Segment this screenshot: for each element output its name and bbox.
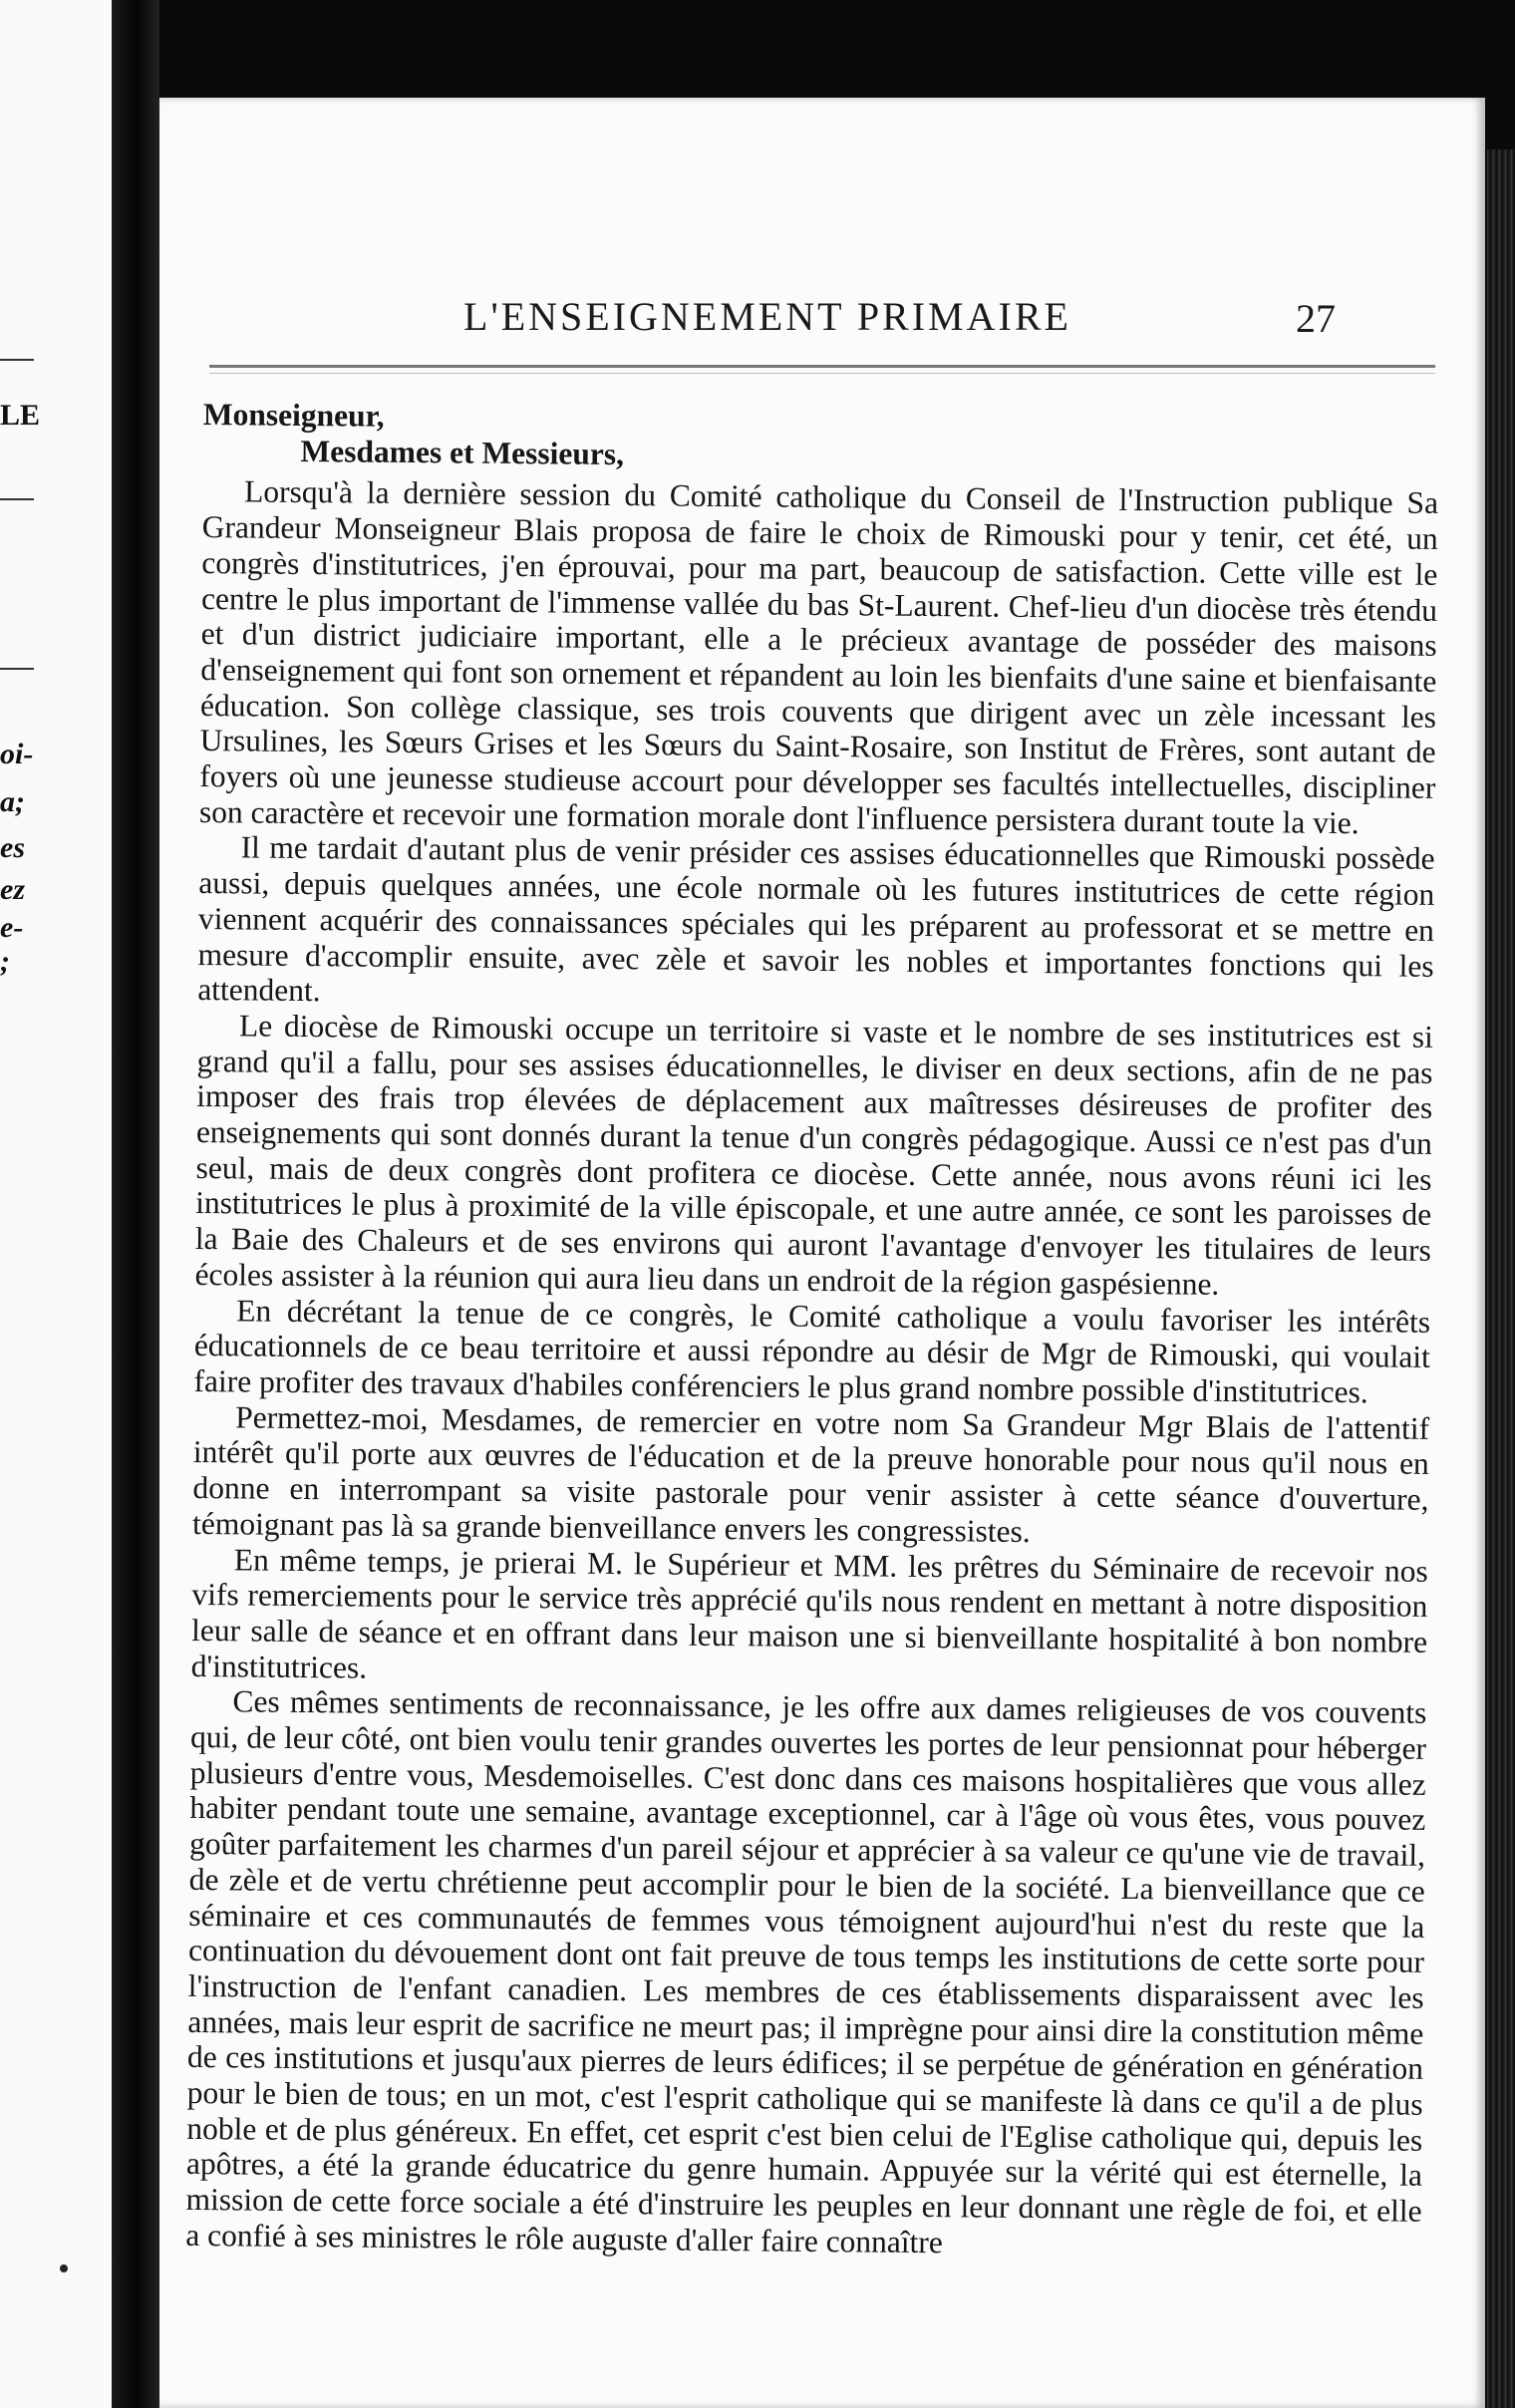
paragraph: Permettez-moi, Mesdames, de remercier en votre nom Sa Grandeur Mgr Blais de l'attentif intérêt qu'il porte aux œuvres de l'éducation et de la preuve honorable pour nous qu'il nous en donne en interrompant sa visite pastorale pour venir assister à cette séance d'ouverture, témoignant pas là sa grande bienveillance envers les congressistes. xyxy=(191,1399,1430,1549)
paragraph: Ces mêmes sentiments de reconnaissance, je les offre aux dames religieuses de vos couvents qui, de leur côté, ont bien voulu tenir grandes ouvertes les portes de leur pensionnat pour héberger plusieurs d'entre vous, Mesdemoiselles. C'est donc dans ces maisons hospitalières que vous allez habiter pendant toute une semaine, avantage exceptionnel, car à l'âge où vous êtes, vous pouvez goûter parfaitement les charmes d'un pareil séjour et apprécier à sa valeur ce qu'une vie de travail, de zèle et de vertu chrétienne peut accomplir pour le bien de la société. La bienveillance que ce séminaire et ces communautés de femmes vous témoignent aujourd'hui n'est du reste que la continuation du dévouement dont ont fait preuve de tous temps les institutions de cette sorte pour l'instruction de l'enfant canadien. Les membres de ces établissements disparaissent avec les années, mais leur esprit de sacrifice ne meurt pas; il imprègne pour ainsi dire la constitution même de ces institutions et jusqu'aux pierres de leurs édifices; il se perpétue de génération en génération pour le bien de tous; en un mot, c'est l'esprit catholique qui se manifeste là dans ce qu'il a de plus noble et de plus généreux. En effet, cet esprit c'est bien celui de l'Eglise catholique qui, depuis les apôtres, a été la grande éducatrice du genre humain. Appuyée sur la vérité qui est éternelle, la mission de cette force sociale a été d'instruire les peuples en leur donnant une règle de foi, et elle a confié à ses ministres le rôle auguste d'aller faire connaître xyxy=(185,1683,1427,2260)
left-page-fragment: ; xyxy=(0,945,10,978)
paragraph: Lorsqu'à la dernière session du Comité catholique du Conseil de l'Instruction publique Sa Grandeur Monseigneur Blais proposa de faire le choix de Rimouski pour y tenir, cet été, un congrès d'institutrices, j'en éprouvai, pour ma part, beaucoup de satisfaction. Cette ville est le centre le plus important de l'immense vallée du bas St-Laurent. Chef-lieu d'un diocèse très étendu et d'un district judiciaire important, elle a le précieux avantage de posséder des maisons d'enseignement qui font son ornement et répandent au loin les bienfaits d'une saine et bienfaisante éducation. Son collège classique, ses trois couvents que dirigent avec un zèle incessant les Ursulines, les Sœurs Grises et les Sœurs du Saint-Rosaire, son Institut de Frères, sont autant de foyers où une jeunesse studieuse accourt pour développer ses facultés intellectuelles, discipliner son caractère et recevoir une formation morale dont l'influence persistera durant toute la vie. xyxy=(198,473,1439,840)
left-page-fragment: oi- xyxy=(0,738,34,770)
paragraph: En décrétant la tenue de ce congrès, le Comité catholique a voulu favoriser les intérêts éducationnels de ce beau territoire et aussi répondre au désir de Mgr de Rimouski, qui voulait faire profiter des travaux d'habiles conférenciers le plus grand nombre possible d'institutrices. xyxy=(193,1292,1431,1410)
left-page-fragment: e- xyxy=(0,911,24,944)
book-page xyxy=(159,98,1485,2408)
page-number: 27 xyxy=(1296,296,1336,341)
left-page-rule xyxy=(0,668,34,670)
left-page-fragment: a; xyxy=(0,785,25,818)
left-page-rule xyxy=(0,359,34,361)
salutation-line-2: Mesdames et Messieurs, xyxy=(300,433,625,471)
paragraph: Le diocèse de Rimouski occupe un territoire si vaste et le nombre de ses institutrices est si grand qu'il a fallu, pour ses assises éducationnelles, le diviser en deux sections, afin de ne pas imposer des frais trop élevées de déplacement aux maîtresses désireuses de profiter des enseignements qui sont donnés durant la tenue d'un congrès pédagogique. Aussi ce n'est pas d'un seul, mais de deux congrès dont profitera ce diocèse. Cette année, nous avons réuni ici les institutrices le plus à proximité de la ville épiscopale, et une autre année, ce sont les paroisses de la Baie des Chaleurs et de ses environs qui auront l'avantage d'envoyer les titulaires de leurs écoles assister à la réunion qui aura lieu dans un endroit de la région gaspésienne. xyxy=(194,1008,1434,1302)
page-stack-edge xyxy=(1487,150,1515,2408)
left-page-rule xyxy=(0,498,34,500)
left-page-fragment: es xyxy=(0,831,25,864)
running-title: L'ENSEIGNEMENT PRIMAIRE xyxy=(463,294,1071,339)
paragraph: Il me tardait d'autant plus de venir présider ces assises éducationnelles que Rimouski possède aussi, depuis quelques années, une école normale où les futures institutrices de cette région viennent acquérir des connaissances spéciales qui les préparent au professorat et se mettre en mesure d'accomplir ensuite, avec zèle et savoir les nobles et importantes fonctions qui les attendent. xyxy=(197,829,1435,1009)
body-text xyxy=(185,397,1439,2264)
salutation-line-1: Monseigneur, xyxy=(202,397,385,434)
book-gutter xyxy=(112,0,159,2408)
ink-speck xyxy=(60,2264,68,2272)
header-rule-thin xyxy=(209,373,1435,374)
previous-page-edge xyxy=(0,0,112,2408)
header-rule xyxy=(209,365,1435,368)
paragraph: En même temps, je prierai M. le Supérieur et MM. les prêtres du Séminaire de recevoir nos vifs remerciements pour le service très apprécié qu'ils nous rendent en mettant à notre disposition leur salle de séance et en offrant dans leur maison une si bienveillante hospitalité à bon nombre d'institutrices. xyxy=(190,1541,1428,1685)
left-page-fragment: LE xyxy=(0,399,41,432)
left-page-fragment: ez xyxy=(0,873,25,906)
